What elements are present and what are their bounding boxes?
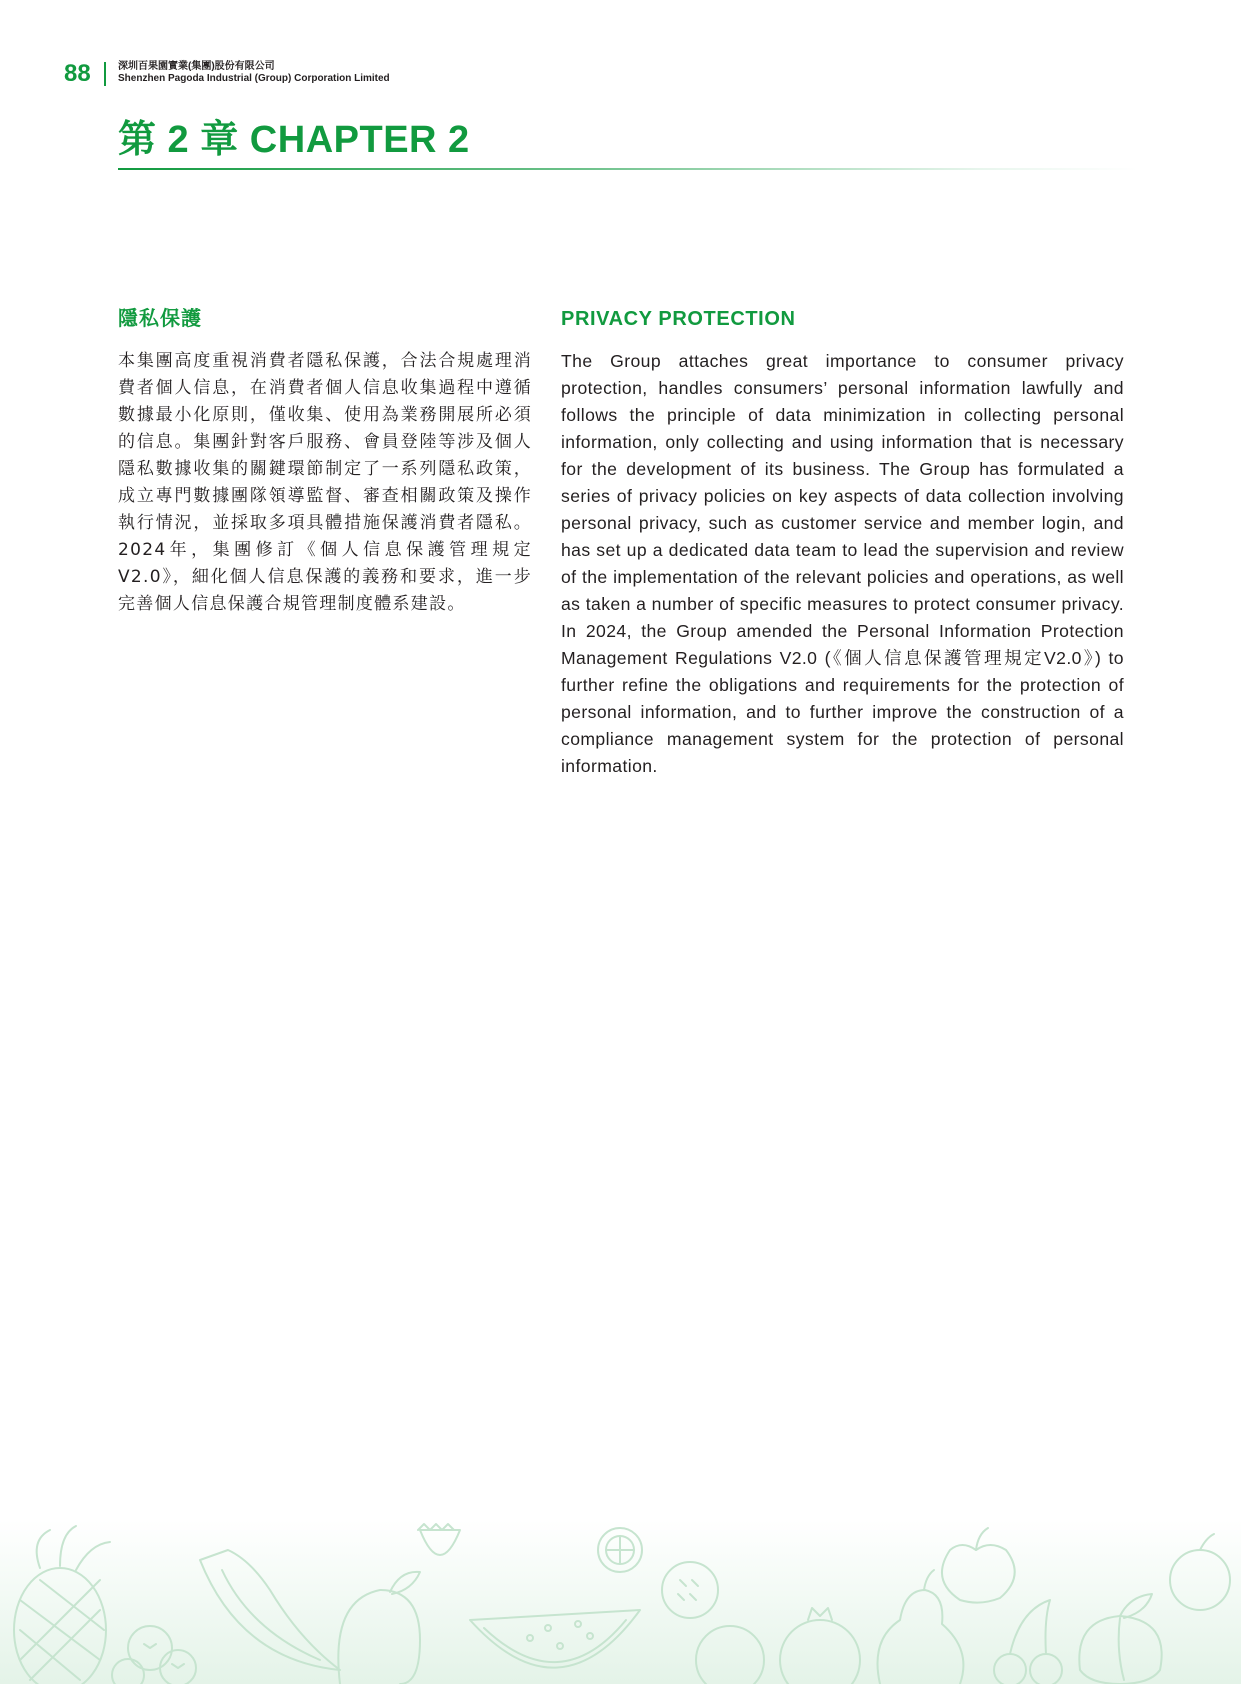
section-body-en: The Group attaches great importance to consumer privacy protection, handles consumers’ personal information lawfully and follows the principle of data minimization in collecting personal information, only collecting and using information that is necessary for the development of its business. The Group has formulated a series of privacy policies on key aspects of data collection involving personal privacy, such as customer service and member login, and has set up a dedicated data team to lead the supervision and review of the implementation of the relevant policies and operations, as well as taken a number of specific measures to protect consumer privacy. In 2024, the Group amended the Personal Information Protection Management Regulations V2.0 (《個人信息保護管理規定V2.0》) to further refine the obligations and requirements for the protection of personal information, and to further improve the construction of a compliance management system for the protection of personal information. [561,351,1124,776]
privacy-section-chinese [118,304,532,618]
header-divider [104,62,106,86]
chapter-title: 第 2 章 CHAPTER 2 [118,119,470,161]
section-heading-en: PRIVACY PROTECTION [561,308,796,330]
company-name-en: Shenzhen Pagoda Industrial (Group) Corporation Limited [118,73,390,84]
fruit-illustration [0,1520,1241,1684]
section-heading-zh: 隱私保護 [118,308,202,330]
privacy-section-english [561,304,1124,780]
company-name [118,61,390,85]
chapter-rule [118,168,1138,170]
section-body-zh: 本集團高度重視消費者隱私保護，合法合規處理消費者個人信息，在消費者個人信息收集過程中遵循數據最小化原則，僅收集、使用為業務開展所必須的信息。集團針對客戶服務、會員登陸等涉及個人隱私數據收集的關鍵環節制定了一系列隱私政策，成立專門數據團隊領導監督、審查相關政策及操作執行情況，並採取多項具體措施保護消費者隱私。2024年，集團修訂《個人信息保護管理規定V2.0》，細化個人信息保護的義務和要求，進一步完善個人信息保護合規管理制度體系建設。 [118,351,532,614]
company-name-zh: 深圳百果園實業(集團)股份有限公司 [118,61,275,72]
page-number: 88 [64,60,91,87]
